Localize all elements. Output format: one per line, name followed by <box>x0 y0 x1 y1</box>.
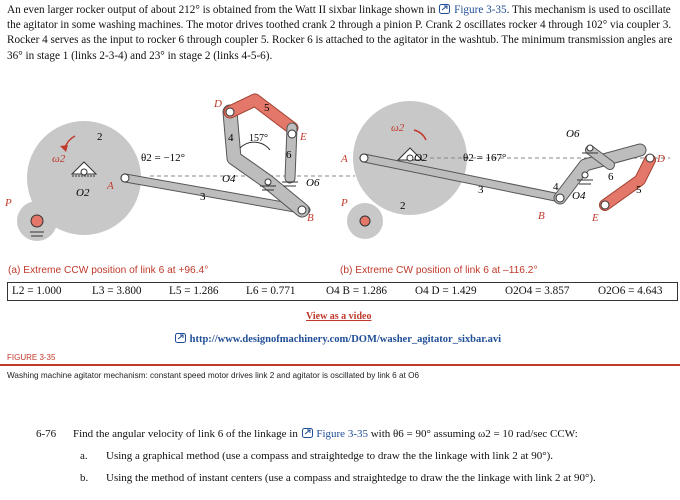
figure-3-35-link[interactable]: Figure 3-35 <box>454 4 507 16</box>
right-o6-label: O6 <box>566 128 580 140</box>
external-link-icon <box>175 333 186 343</box>
left-pinion-hub <box>31 215 43 227</box>
dim-o4d: O4 D = 1.429 <box>415 285 477 297</box>
figure-link-icon[interactable] <box>302 428 313 438</box>
left-link3-label: 3 <box>200 191 206 203</box>
view-video-link[interactable]: View as a video <box>306 311 372 322</box>
right-o4-label: O4 <box>572 190 586 202</box>
dim-o2o4: O2O4 = 3.857 <box>505 285 570 297</box>
dimensions-table <box>7 282 678 301</box>
left-a-label: A <box>107 180 114 192</box>
left-link6-label: 6 <box>286 149 292 161</box>
intro-text-1: An even larger rocker output of about 212° is obtained from the Watt II sixbar linkage shown in <box>7 4 436 16</box>
figure-caption: Washing machine agitator mechanism: constant speed motor drives link 2 and agitator is oscillated by link 6 at O6 <box>7 371 420 380</box>
video-url-link[interactable] <box>174 333 501 345</box>
left-crank-label: 2 <box>97 131 103 143</box>
linkage-diagram <box>0 68 680 268</box>
right-d-label: D <box>657 153 665 165</box>
left-o4-label: O4 <box>222 173 236 185</box>
dim-l3: L3 = 3.800 <box>92 285 142 297</box>
intro-paragraph <box>7 3 675 64</box>
right-link6-label: 6 <box>608 171 614 183</box>
dim-l2: L2 = 1.000 <box>12 285 62 297</box>
video-url-text: http://www.designofmachinery.com/DOM/washer_agitator_sixbar.avi <box>189 334 502 345</box>
left-mechanism <box>4 98 355 241</box>
linkage-figure <box>0 68 680 268</box>
right-omega-label: ω2 <box>391 122 405 134</box>
right-pinion-hub <box>360 216 370 226</box>
dim-l6: L6 = 0.771 <box>246 285 296 297</box>
problem-text-2: with θ6 = 90° assuming ω2 = 10 rad/sec CCW: <box>370 428 578 440</box>
left-omega-label: ω2 <box>52 153 66 165</box>
left-angle-label: 157° <box>249 133 268 144</box>
right-p-label: P <box>341 197 348 209</box>
dim-l5: L5 = 1.286 <box>169 285 219 297</box>
right-theta-label: θ2 = 167° <box>463 152 507 164</box>
left-theta-label: θ2 = −12° <box>141 152 186 164</box>
right-crank-label: 2 <box>400 200 406 212</box>
dim-o2o6: O2O6 = 4.643 <box>598 285 663 297</box>
right-mechanism <box>340 101 670 239</box>
left-o2-label: O2 <box>76 187 90 199</box>
problem-number: 6-76 <box>36 428 57 440</box>
left-p-label: P <box>5 197 12 209</box>
right-o2-label: O2 <box>414 152 428 164</box>
right-e-label: E <box>592 212 599 224</box>
left-b-label: B <box>307 212 314 224</box>
left-link4-label: 4 <box>228 132 234 144</box>
figure-link-icon[interactable] <box>439 4 450 14</box>
left-e-label: E <box>300 131 307 143</box>
right-a-label: A <box>341 153 348 165</box>
right-link3-label: 3 <box>478 184 484 196</box>
dim-o4b: O4 B = 1.286 <box>326 285 388 297</box>
right-link5-label: 5 <box>636 184 642 196</box>
item-b-text: Using the method of instant centers (use a compass and straightedge to draw the the linkage with link 2 at 90°). <box>106 472 596 484</box>
caption-a: (a) Extreme CCW position of link 6 at +96.4° <box>8 265 209 276</box>
item-b-label: b. <box>80 472 89 484</box>
item-a-text: Using a graphical method (use a compass and straightedge to draw the the linkage with link 2 at 90°). <box>106 450 554 462</box>
intro-text-2: . This mechanism is used to oscillate the agitator in some washing machines. The motor drives toothed crank 2 through a pinion P. Crank 2 oscillates rocker 4 through 102° via coupler 3. Rocker 4 serves as the input to rocker 6 through coupler 5. Rocker 6 is attached to the agitator in the washtub. The minimum transmission angles are 36° in stage 1 (links 2-3-4) and 23° in stage 2 (links 4-5-6). <box>7 4 673 62</box>
item-a-label: a. <box>80 450 88 462</box>
right-b-label: B <box>538 210 545 222</box>
caption-b: (b) Extreme CW position of link 6 at –116.2° <box>340 265 538 276</box>
right-link4-label: 4 <box>553 181 559 193</box>
left-link5-label: 5 <box>264 102 270 114</box>
problem-figure-link[interactable]: Figure 3-35 <box>316 428 368 440</box>
left-d-label: D <box>214 98 222 110</box>
problem-statement <box>73 428 578 440</box>
problem-text-1: Find the angular velocity of link 6 of the linkage in <box>73 428 298 440</box>
left-o6-label: O6 <box>306 177 320 189</box>
figure-divider <box>0 364 680 366</box>
figure-label: FIGURE 3-35 <box>7 353 56 362</box>
